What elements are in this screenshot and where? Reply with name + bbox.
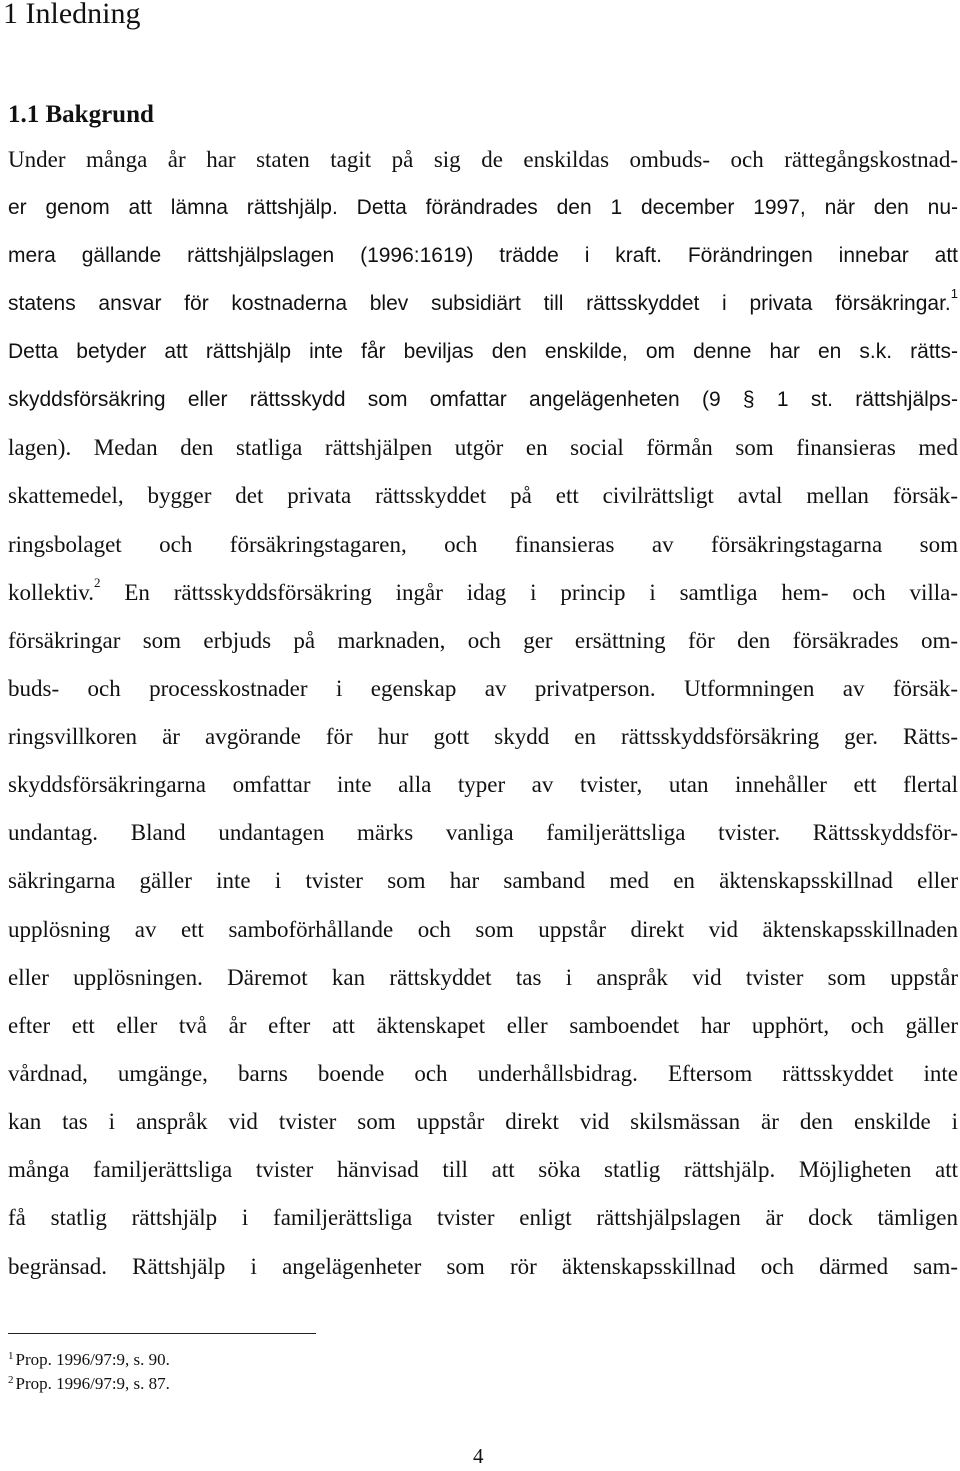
text-line: skyddsförsäkring eller rättsskydd som omfattar angelägenheten (9 § 1 st. rättshjälps- <box>8 388 958 411</box>
text-line: lagen). Medan den statliga rättshjälpen utgör en social förmån som finansieras med <box>8 435 958 460</box>
text-line: er genom att lämna rättshjälp. Detta förändrades den 1 december 1997, när den nu- <box>8 196 958 219</box>
text-line: kan tas i anspråk vid tvister som uppstår direkt vid skilsmässan är den enskilde i <box>8 1109 958 1134</box>
page-number: 4 <box>473 1444 484 1468</box>
text-line: upplösning av ett samboförhållande och som uppstår direkt vid äktenskapsskillnaden <box>8 917 958 942</box>
text-line: ringsbolaget och försäkringstagaren, och finansieras av försäkringstagarna som <box>8 532 958 557</box>
text-line: undantag. Bland undantagen märks vanliga familjerättsliga tvister. Rättsskyddsför- <box>8 820 958 845</box>
text-line: skyddsförsäkringarna omfattar inte alla typer av tvister, utan innehåller ett flertal <box>8 772 958 797</box>
text-line: efter ett eller två år efter att äktenskapet eller samboendet har upphört, och gäller <box>8 1013 958 1038</box>
text-line: eller upplösningen. Däremot kan rättskyddet tas i anspråk vid tvister som uppstår <box>8 965 958 990</box>
text-line: Under många år har staten tagit på sig de enskildas ombuds- och rättegångskostnad- <box>8 147 958 172</box>
footnote-text: Prop. 1996/97:9, s. 87. <box>15 1374 170 1393</box>
text-line: vårdnad, umgänge, barns boende och underhållsbidrag. Eftersom rättsskyddet inte <box>8 1061 958 1086</box>
section-title: 1.1 Bakgrund <box>8 101 154 128</box>
footnote <box>8 1373 170 1397</box>
text-line: mera gällande rättshjälpslagen (1996:1619) trädde i kraft. Förändringen innebar att <box>8 244 958 267</box>
footnote-text: Prop. 1996/97:9, s. 90. <box>15 1350 170 1369</box>
text-line: buds- och processkostnader i egenskap av privatperson. Utformningen av försäk- <box>8 676 958 701</box>
text-line: kollektiv.$^2$ En rättsskyddsförsäkring ingår idag i princip i samtliga hem- och villa- <box>8 575 958 605</box>
text-line: statens ansvar för kostnaderna blev subsidiärt till rättsskyddet i privata försäkringar.$^1$ <box>8 286 958 315</box>
text-line: Detta betyder att rättshjälp inte får beviljas den enskilde, om denne har en s.k. rätts- <box>8 340 958 363</box>
footnote <box>8 1349 170 1373</box>
footnote-ref: 2 <box>94 575 101 591</box>
footnote-number: 1 <box>8 1350 14 1362</box>
text-line: försäkringar som erbjuds på marknaden, och ger ersättning för den försäkrades om- <box>8 628 958 653</box>
text-line: många familjerättsliga tvister hänvisad till att söka statlig rättshjälp. Möjligheten att <box>8 1157 958 1182</box>
text-line: få statlig rättshjälp i familjerättsliga tvister enligt rättshjälpslagen är dock tämligen <box>8 1205 958 1230</box>
text-line: säkringarna gäller inte i tvister som har samband med en äktenskapsskillnad eller <box>8 868 958 893</box>
chapter-title: 1 Inledning <box>3 0 141 30</box>
text-line: begränsad. Rättshjälp i angelägenheter som rör äktenskapsskillnad och därmed sam- <box>8 1254 958 1279</box>
text-line: skattemedel, bygger det privata rättsskyddet på ett civilrättsligt avtal mellan försäk- <box>8 483 958 508</box>
footnote-number: 2 <box>8 1374 14 1386</box>
text-line: ringsvillkoren är avgörande för hur gott skydd en rättsskyddsförsäkring ger. Rätts- <box>8 724 958 749</box>
footnote-divider <box>8 1333 316 1334</box>
footnote-ref: 1 <box>950 286 958 301</box>
